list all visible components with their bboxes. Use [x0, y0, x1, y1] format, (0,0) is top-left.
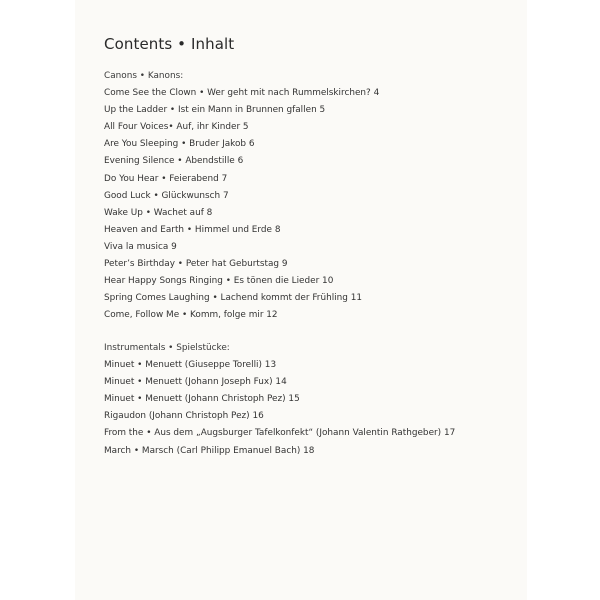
toc-entry: Viva la musica 9 — [104, 241, 177, 252]
toc-entry: Wake Up • Wachet auf 8 — [104, 207, 213, 218]
page-title: Contents • Inhalt — [104, 35, 235, 53]
toc-entry: Up the Ladder • Ist ein Mann in Brunnen gfallen 5 — [104, 105, 326, 116]
toc-entry: Come See the Clown • Wer geht mit nach Rummelskirchen? 4 — [104, 88, 380, 99]
toc-entry: Do You Hear • Feierabend 7 — [104, 173, 228, 184]
toc-entry: All Four Voices• Auf, ihr Kinder 5 — [104, 122, 249, 133]
toc-entry: Minuet • Menuett (Johann Christoph Pez) 15 — [104, 394, 300, 405]
toc-entry: Come, Follow Me • Komm, folge mir 12 — [104, 310, 278, 321]
instrumentals-section — [104, 340, 455, 460]
toc-entry: Minuet • Menuett (Giuseppe Torelli) 13 — [104, 360, 277, 371]
canons-heading: Canons • Kanons: — [104, 71, 184, 81]
instrumentals-heading: Instrumentals • Spielstücke: — [104, 343, 230, 353]
toc-entry: Evening Silence • Abendstille 6 — [104, 156, 244, 167]
toc-entry: Minuet • Menuett (Johann Joseph Fux) 14 — [104, 377, 287, 388]
toc-entry: From the • Aus dem „Augsburger Tafelkonfekt“ (Johann Valentin Rathgeber) 17 — [104, 428, 456, 439]
toc-entry: Rigaudon (Johann Christoph Pez) 16 — [104, 411, 264, 422]
toc-entry: Heaven and Earth • Himmel und Erde 8 — [104, 224, 281, 235]
toc-entry: Good Luck • Glückwunsch 7 — [104, 190, 229, 201]
toc-entry: Spring Comes Laughing • Lachend kommt der Frühling 11 — [104, 293, 363, 304]
toc-entry: Hear Happy Songs Ringing • Es tönen die Lieder 10 — [104, 276, 334, 287]
canons-section — [104, 68, 379, 324]
toc-entry: March • Marsch (Carl Philipp Emanuel Bach) 18 — [104, 445, 315, 456]
toc-entry: Are You Sleeping • Bruder Jakob 6 — [104, 139, 255, 150]
toc-entry: Peter’s Birthday • Peter hat Geburtstag 9 — [104, 259, 288, 270]
